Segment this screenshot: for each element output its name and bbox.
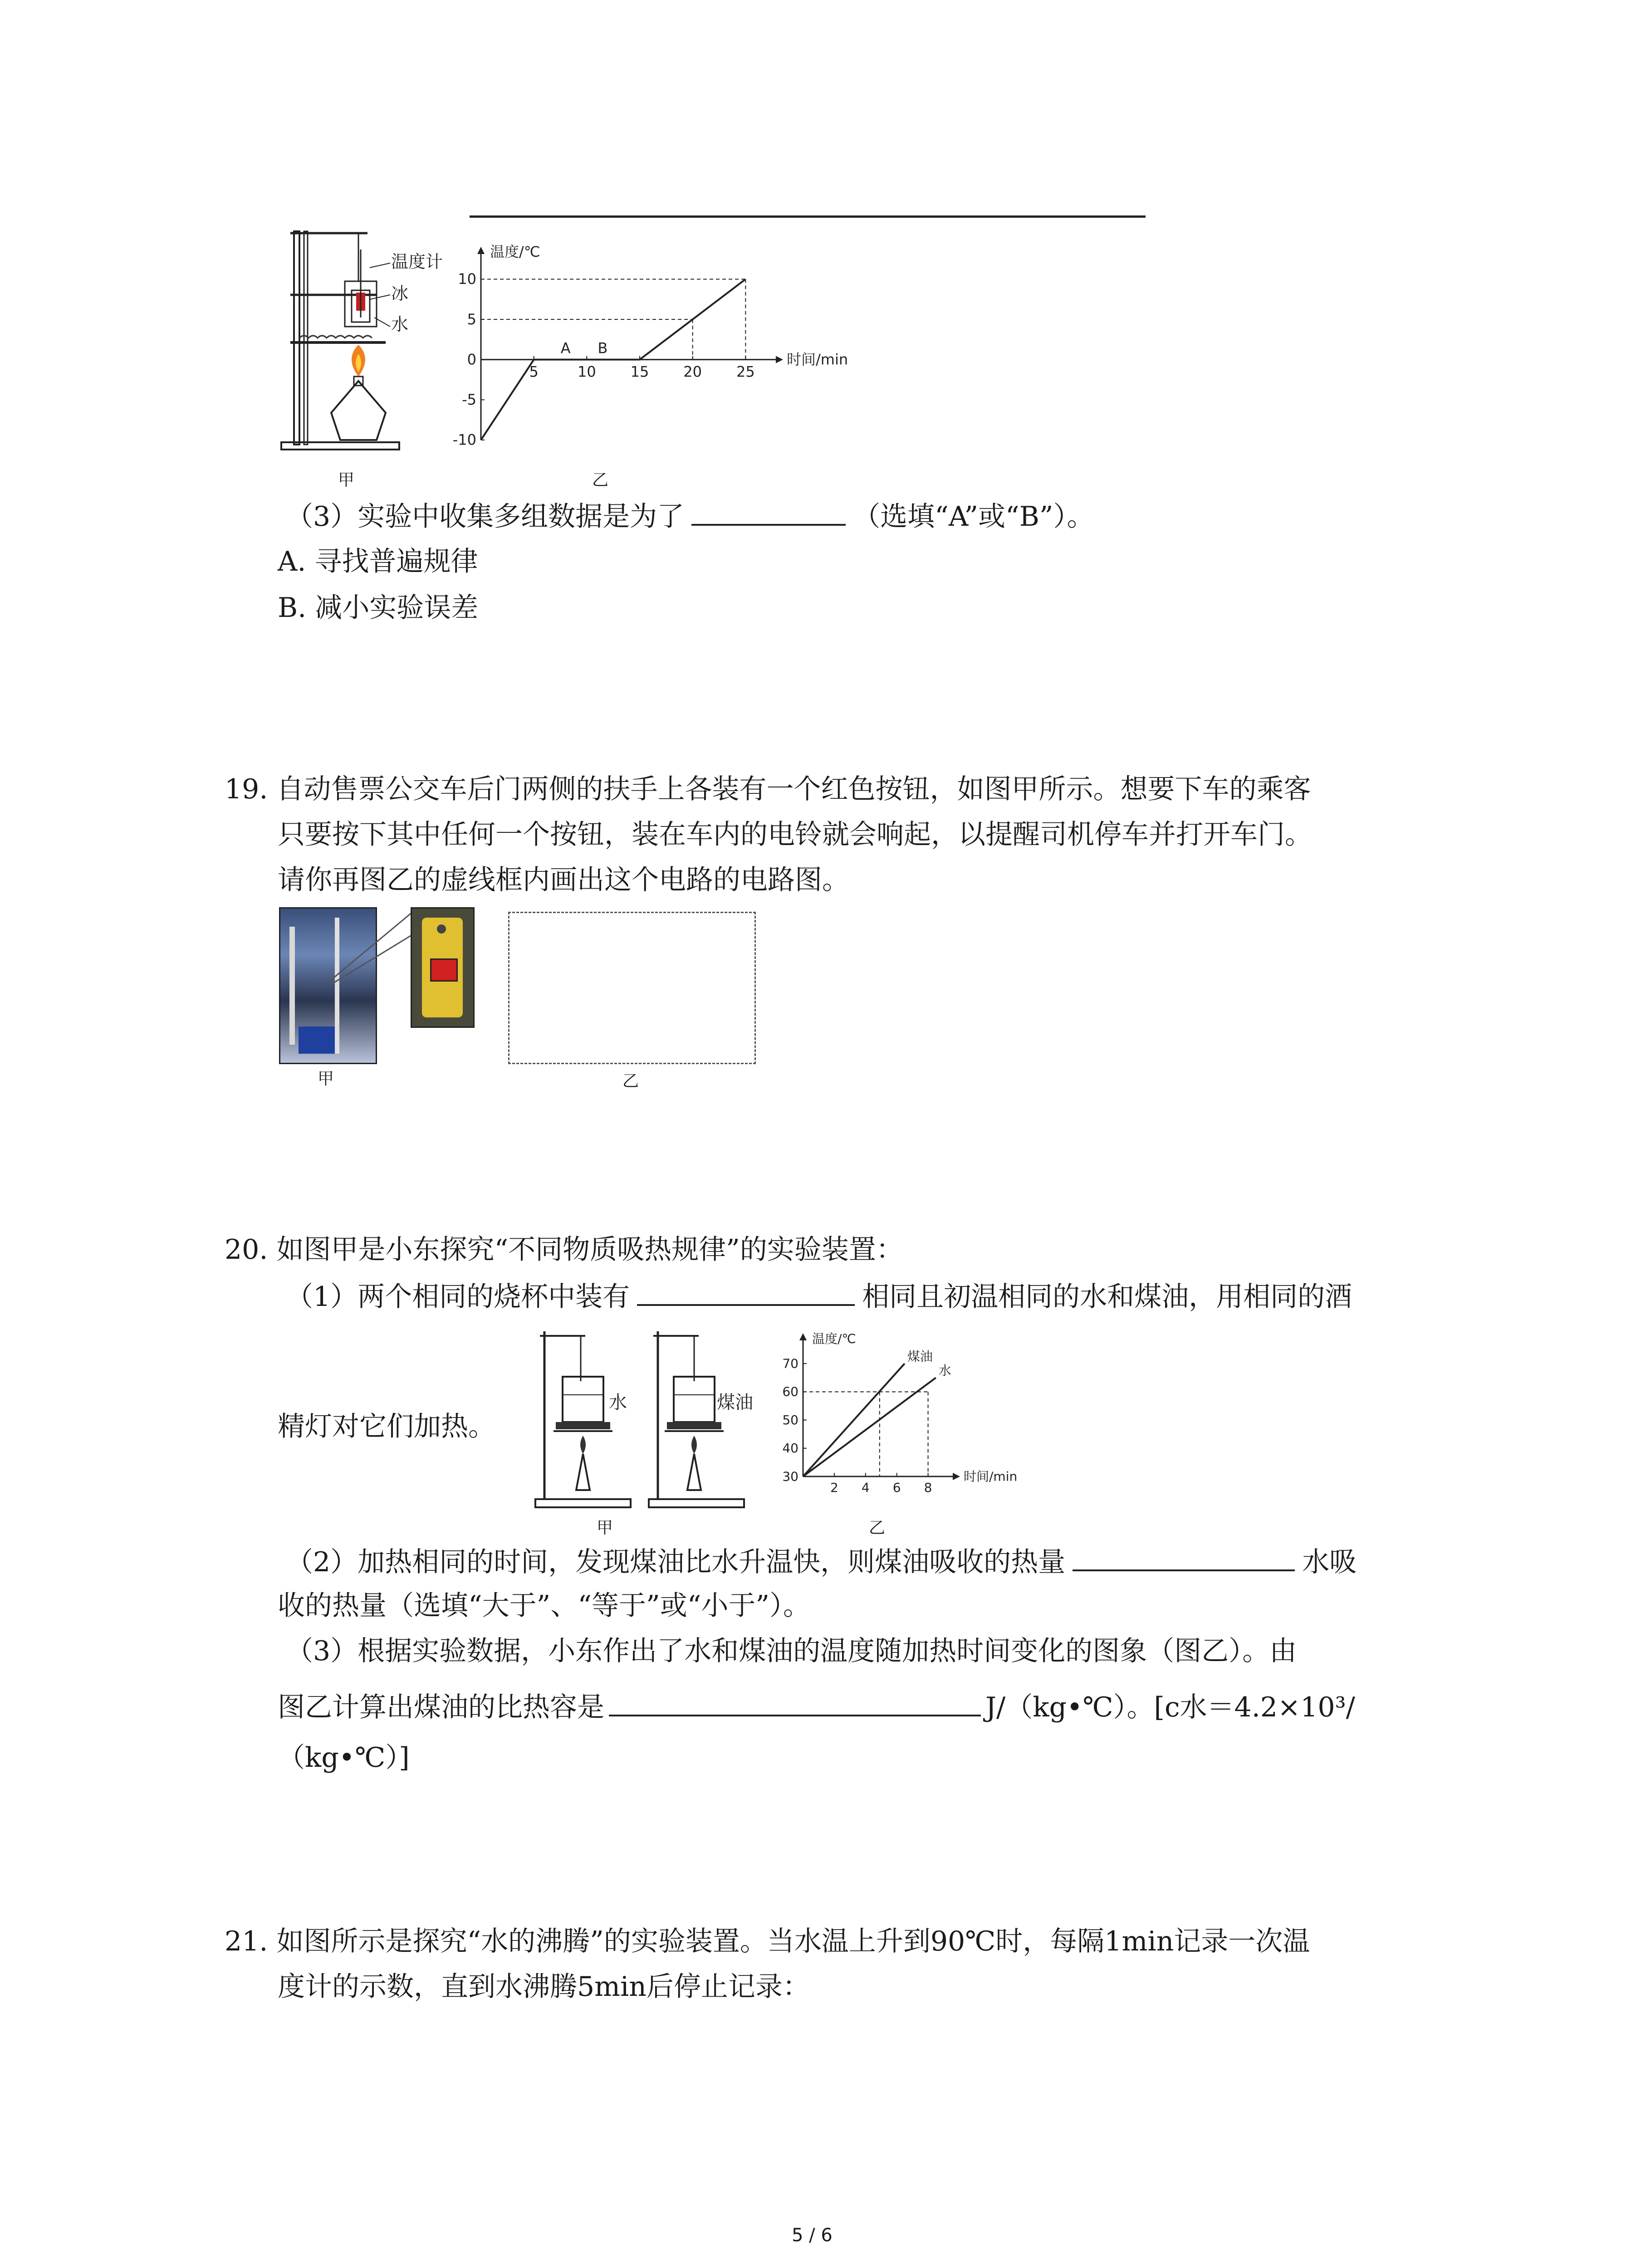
y-axis-label: 温度/℃ (490, 243, 540, 260)
y-tick-label: -5 (462, 391, 476, 409)
y-axis-arrow (477, 247, 485, 254)
q20-sub1-answer-blank[interactable] (637, 1277, 855, 1306)
q18-sub3-prefix: （3）实验中收集多组数据是为了 (286, 501, 685, 533)
y-axis-label: 温度/℃ (812, 1331, 856, 1346)
q19-line3: 请你再图乙的虚线框内画出这个电路的电路图。 (278, 864, 849, 896)
q19-pointer-lines (318, 907, 417, 998)
x-axis-label: 时间/min (964, 1469, 1018, 1484)
y-tick-label: 30 (782, 1469, 798, 1484)
q20-sub3-prefix: 图乙计算出煤油的比热容是 (278, 1691, 604, 1723)
x-tick-label: 8 (924, 1480, 932, 1495)
q20-apparatus-figure (526, 1318, 780, 1513)
q18-option-b: B. 减小实验误差 (278, 592, 479, 624)
y-tick-label: 40 (782, 1441, 798, 1456)
label-thermometer: 温度计 (391, 252, 443, 272)
q18-temperature-chart (449, 236, 848, 454)
x-tick-label: 6 (892, 1480, 901, 1495)
q20-sub2-suffix: 水吸 (1302, 1546, 1357, 1578)
q18-caption-left: 甲 (338, 471, 355, 489)
q18-sub3 (286, 497, 1094, 535)
point-label-B: B (598, 339, 608, 357)
q20-sub2 (286, 1542, 1357, 1580)
q19-line1: 19. 自动售票公交车后门两侧的扶手上各装有一个红色按钮，如图甲所示。想要下车的乘客 (225, 773, 1311, 805)
label-water: 水 (391, 314, 409, 334)
q18-sub3-answer-blank[interactable] (691, 497, 846, 526)
q19-dashed-drawing-box[interactable] (508, 912, 756, 1064)
q20-sub1 (286, 1277, 1352, 1315)
q20-temperature-chart (771, 1318, 1018, 1513)
x-axis-arrow (776, 356, 783, 363)
y-tick-label: 10 (458, 270, 476, 288)
q20-sub2-answer-blank[interactable] (1073, 1542, 1295, 1571)
q20-sub1-prefix: （1）两个相同的烧杯中装有 (286, 1281, 630, 1313)
series-line-1 (803, 1378, 936, 1476)
q21-line1: 21. 如图所示是探究“水的沸腾”的实验装置。当水温上升到90℃时，每隔1min记录一次温 (225, 1926, 1310, 1957)
q19-caption-right: 乙 (622, 1072, 639, 1090)
q20-sub3-line1: （3）根据实验数据，小东作出了水和煤油的温度随加热时间变化的图象（图乙）。由 (286, 1635, 1297, 1667)
label-kerosene-beaker: 煤油 (717, 1392, 753, 1413)
x-tick-label: 4 (861, 1480, 870, 1495)
x-axis-label: 时间/min (787, 351, 848, 368)
top-rule (470, 215, 1146, 218)
q20-sub2-cont: 收的热量（选填“大于”、“等于”或“小于”）。 (278, 1590, 811, 1622)
q20-sub3-answer-blank[interactable] (609, 1687, 981, 1716)
q19-caption-left: 甲 (318, 1070, 334, 1088)
q18-sub3-suffix: （选填“A”或“B”）。 (853, 501, 1094, 533)
q20-caption-left: 甲 (597, 1519, 613, 1537)
y-tick-label: 0 (467, 351, 476, 368)
q20-line1: 20. 如图甲是小东探究“不同物质吸热规律”的实验装置： (225, 1234, 903, 1266)
q20-sub2-prefix: （2）加热相同的时间，发现煤油比水升温快，则煤油吸收的热量 (286, 1546, 1066, 1578)
q19-line2: 只要按下其中任何一个按钮，装在车内的电铃就会响起，以提醒司机停车并打开车门。 (278, 819, 1312, 850)
q20-sub3 (278, 1687, 1355, 1725)
y-tick-label: 50 (782, 1412, 798, 1427)
x-tick-label: 25 (736, 363, 755, 381)
y-axis-arrow (799, 1333, 807, 1340)
q18-option-a: A. 寻找普遍规律 (278, 546, 478, 577)
x-tick-label: 20 (683, 363, 702, 381)
point-label-A: A (560, 339, 571, 357)
y-tick-label: 5 (467, 310, 476, 328)
q18-caption-right: 乙 (592, 471, 609, 489)
label-ice: 冰 (391, 284, 409, 303)
x-tick-label: 5 (529, 363, 539, 381)
y-tick-label: 70 (782, 1356, 798, 1371)
series-label-1: 水 (938, 1363, 951, 1378)
y-tick-label: -10 (452, 431, 476, 449)
q20-sub3-cont: （kg•℃）] (278, 1742, 410, 1774)
label-water-beaker: 水 (609, 1392, 627, 1413)
q20-sub3-suffix: J/（kg•℃）。[c水＝4.2×10³/ (985, 1691, 1355, 1723)
q20-sub1-cont: 精灯对它们加热。 (278, 1411, 495, 1442)
page-number: 5 / 6 (792, 2225, 833, 2246)
q19-button-photo (411, 907, 475, 1028)
x-axis-arrow (953, 1473, 960, 1480)
x-tick-label: 2 (830, 1480, 838, 1495)
q20-caption-right: 乙 (869, 1519, 886, 1537)
q20-sub1-suffix: 相同且初温相同的水和煤油，用相同的酒 (862, 1281, 1352, 1313)
q21-line2: 度计的示数，直到水沸腾5min后停止记录： (278, 1971, 810, 2003)
series-line-0 (803, 1364, 905, 1476)
series-label-0: 煤油 (907, 1349, 933, 1364)
y-tick-label: 60 (782, 1384, 798, 1399)
x-tick-label: 15 (630, 363, 649, 381)
x-tick-label: 10 (577, 363, 596, 381)
